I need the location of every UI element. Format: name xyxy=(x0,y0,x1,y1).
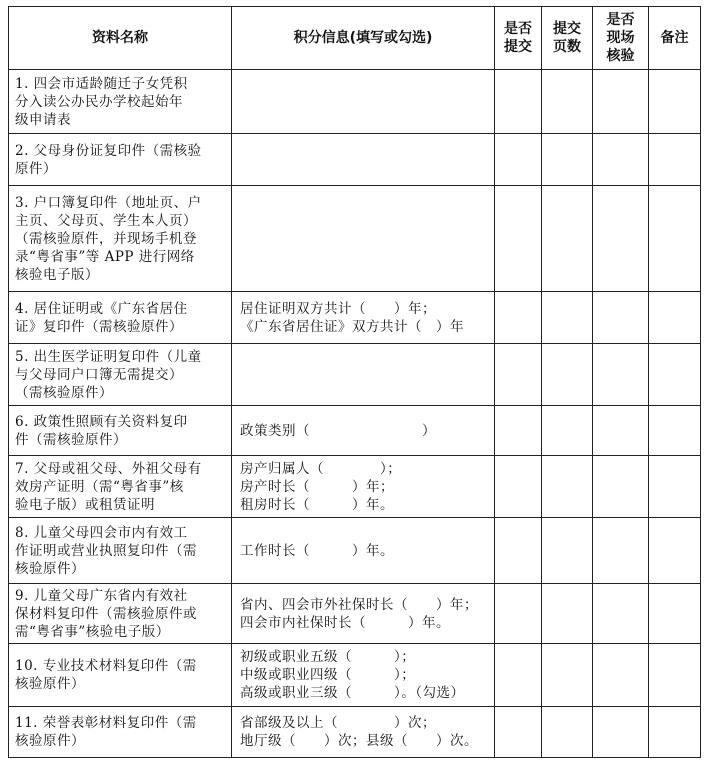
material-name-cell xyxy=(9,186,232,292)
remarks-cell[interactable] xyxy=(649,707,701,758)
header-remarks: 备注 xyxy=(649,7,701,70)
table-row xyxy=(9,292,701,344)
material-name-cell xyxy=(9,70,232,134)
points-info-line: 地厅级（ ）次；县级（ ）次。 xyxy=(240,733,478,749)
onsite-verified-cell[interactable] xyxy=(593,292,649,344)
points-info-line: 工作时长（ ）年。 xyxy=(240,542,394,559)
material-name-line: 原件） xyxy=(15,160,57,177)
material-name-cell xyxy=(9,707,232,758)
page-count-cell[interactable] xyxy=(542,584,593,644)
submitted-cell[interactable] xyxy=(495,707,542,758)
points-info-line: 房产时长（ ）年； xyxy=(240,478,394,495)
page-count-cell[interactable] xyxy=(542,707,593,758)
points-info-line: 房产归属人（ ）； xyxy=(240,460,402,477)
material-name-line: 件（需核验原件） xyxy=(15,431,127,448)
material-name-line: 核验原件） xyxy=(15,560,85,577)
material-name-line: 核验原件） xyxy=(15,733,85,749)
table-row xyxy=(9,186,701,292)
material-name-line: 3. 户口簿复印件（地址页、户 xyxy=(15,194,202,211)
material-name-line: 核验原件） xyxy=(15,676,85,692)
material-name-line: 保材料复印件（需核验原件或 xyxy=(15,605,197,622)
onsite-verified-cell[interactable] xyxy=(593,134,649,186)
material-name-line: （需核验原件） xyxy=(15,384,113,401)
remarks-cell[interactable] xyxy=(649,134,701,186)
submitted-cell[interactable] xyxy=(495,134,542,186)
submitted-cell[interactable] xyxy=(495,644,542,707)
material-name-line: （需核验原件，并现场手机登 xyxy=(15,230,197,247)
page-count-cell[interactable] xyxy=(542,70,593,134)
submitted-cell[interactable] xyxy=(495,186,542,292)
material-name-line: 9. 儿童父母广东省内有效社 xyxy=(15,587,188,604)
header-material-name: 资料名称 xyxy=(9,7,232,70)
material-name-line: 1. 四会市适龄随迁子女凭积 xyxy=(15,75,188,92)
material-name-line: 主页、父母页、学生本人页） xyxy=(15,212,197,229)
remarks-cell[interactable] xyxy=(649,406,701,456)
points-info-cell[interactable] xyxy=(232,344,495,406)
points-info-line: 高级或职业三级（ ）。（勾选） xyxy=(240,685,465,701)
page-count-cell[interactable] xyxy=(542,644,593,707)
material-name-line: 11. 荣誉表彰材料复印件（需 xyxy=(15,715,197,731)
material-name-cell xyxy=(9,406,232,456)
submitted-cell[interactable] xyxy=(495,584,542,644)
points-info-cell[interactable] xyxy=(232,707,495,758)
onsite-verified-cell[interactable] xyxy=(593,644,649,707)
points-info-line: 《广东省居住证》双方共计（ ）年 xyxy=(240,318,464,335)
points-info-line: 政策类别（ ） xyxy=(240,422,436,439)
page-count-cell[interactable] xyxy=(542,134,593,186)
table-row xyxy=(9,644,701,707)
material-name-line: 验电子版）或租赁证明 xyxy=(15,496,155,513)
remarks-cell[interactable] xyxy=(649,70,701,134)
table-row xyxy=(9,518,701,584)
remarks-cell[interactable] xyxy=(649,292,701,344)
points-info-line: 四会市内社保时长（ ）年。 xyxy=(240,614,450,631)
onsite-verified-cell[interactable] xyxy=(593,456,649,518)
submitted-cell[interactable] xyxy=(495,70,542,134)
table-row xyxy=(9,70,701,134)
points-info-line: 中级或职业四级（ ）； xyxy=(240,667,416,683)
points-info-cell[interactable] xyxy=(232,456,495,518)
material-name-cell xyxy=(9,344,232,406)
header-row xyxy=(9,7,701,70)
submitted-cell[interactable] xyxy=(495,292,542,344)
onsite-verified-cell[interactable] xyxy=(593,70,649,134)
page-count-cell[interactable] xyxy=(542,518,593,584)
submitted-cell[interactable] xyxy=(495,406,542,456)
remarks-cell[interactable] xyxy=(649,518,701,584)
table-row xyxy=(9,344,701,406)
material-name-line: 作证明或营业执照复印件（需 xyxy=(15,542,197,559)
remarks-cell[interactable] xyxy=(649,644,701,707)
points-info-line: 省内、四会市外社保时长（ ）年； xyxy=(240,596,478,613)
material-name-line: 证》复印件（需核验原件） xyxy=(15,318,183,335)
remarks-cell[interactable] xyxy=(649,584,701,644)
points-info-cell[interactable] xyxy=(232,292,495,344)
material-name-cell xyxy=(9,456,232,518)
onsite-verified-cell[interactable] xyxy=(593,584,649,644)
points-info-cell[interactable] xyxy=(232,584,495,644)
remarks-cell[interactable] xyxy=(649,186,701,292)
material-name-cell xyxy=(9,584,232,644)
material-name-line: 10. 专业技术材料复印件（需 xyxy=(15,658,197,674)
points-info-cell[interactable] xyxy=(232,518,495,584)
material-name-line: 2. 父母身份证复印件（需核验 xyxy=(15,142,202,159)
material-name-line: 7. 父母或祖父母、外祖父母有 xyxy=(15,460,202,477)
points-info-line: 租房时长（ ）年。 xyxy=(240,496,394,513)
submitted-cell[interactable] xyxy=(495,518,542,584)
onsite-verified-cell[interactable] xyxy=(593,344,649,406)
page-count-cell[interactable] xyxy=(542,406,593,456)
remarks-cell[interactable] xyxy=(649,456,701,518)
onsite-verified-cell[interactable] xyxy=(593,406,649,456)
submitted-cell[interactable] xyxy=(495,456,542,518)
header-onsite-verified: 是否 现场 核验 xyxy=(593,7,649,70)
material-name-line: 分入读公办民办学校起始年 xyxy=(15,93,183,110)
table-row xyxy=(9,584,701,644)
page-count-cell[interactable] xyxy=(542,186,593,292)
table-row xyxy=(9,707,701,758)
material-name-line: 与父母同户口簿无需提交） xyxy=(15,366,183,383)
points-info-line: 居住证明双方共计（ ）年； xyxy=(240,300,436,317)
header-submitted: 是否 提交 xyxy=(495,7,542,70)
points-info-cell[interactable] xyxy=(232,70,495,134)
table-row xyxy=(9,134,701,186)
material-name-cell xyxy=(9,134,232,186)
points-info-cell[interactable] xyxy=(232,644,495,707)
onsite-verified-cell[interactable] xyxy=(593,518,649,584)
page-count-cell[interactable] xyxy=(542,292,593,344)
header-page-count: 提交 页数 xyxy=(542,7,593,70)
page-count-cell[interactable] xyxy=(542,344,593,406)
submitted-cell[interactable] xyxy=(495,344,542,406)
material-name-line: 录“粤省事”等 APP 进行网络 xyxy=(15,248,195,265)
onsite-verified-cell[interactable] xyxy=(593,707,649,758)
points-info-cell[interactable] xyxy=(232,186,495,292)
points-info-line: 初级或职业五级（ ）； xyxy=(240,649,416,665)
remarks-cell[interactable] xyxy=(649,344,701,406)
material-name-line: 核验电子版） xyxy=(15,266,99,283)
points-info-cell[interactable] xyxy=(232,406,495,456)
material-name-line: 5. 出生医学证明复印件（儿童 xyxy=(15,348,202,365)
onsite-verified-cell[interactable] xyxy=(593,186,649,292)
table-row xyxy=(9,406,701,456)
points-materials-table xyxy=(8,6,701,758)
material-name-cell xyxy=(9,292,232,344)
material-name-cell xyxy=(9,518,232,584)
header-points-info: 积分信息(填写或勾选) xyxy=(232,7,495,70)
material-name-line: 效房产证明（需“粤省事”核 xyxy=(15,478,184,495)
material-name-line: 8. 儿童父母四会市内有效工 xyxy=(15,524,188,541)
material-name-line: 需“粤省事”核验电子版） xyxy=(15,623,170,640)
material-name-line: 4. 居住证明或《广东省居住 xyxy=(15,300,188,317)
material-name-line: 6. 政策性照顾有关资料复印 xyxy=(15,413,188,430)
table-row xyxy=(9,456,701,518)
points-info-line: 省部级及以上（ ）次； xyxy=(240,715,436,731)
page-count-cell[interactable] xyxy=(542,456,593,518)
material-name-cell xyxy=(9,644,232,707)
points-info-cell[interactable] xyxy=(232,134,495,186)
material-name-line: 级申请表 xyxy=(15,111,71,128)
